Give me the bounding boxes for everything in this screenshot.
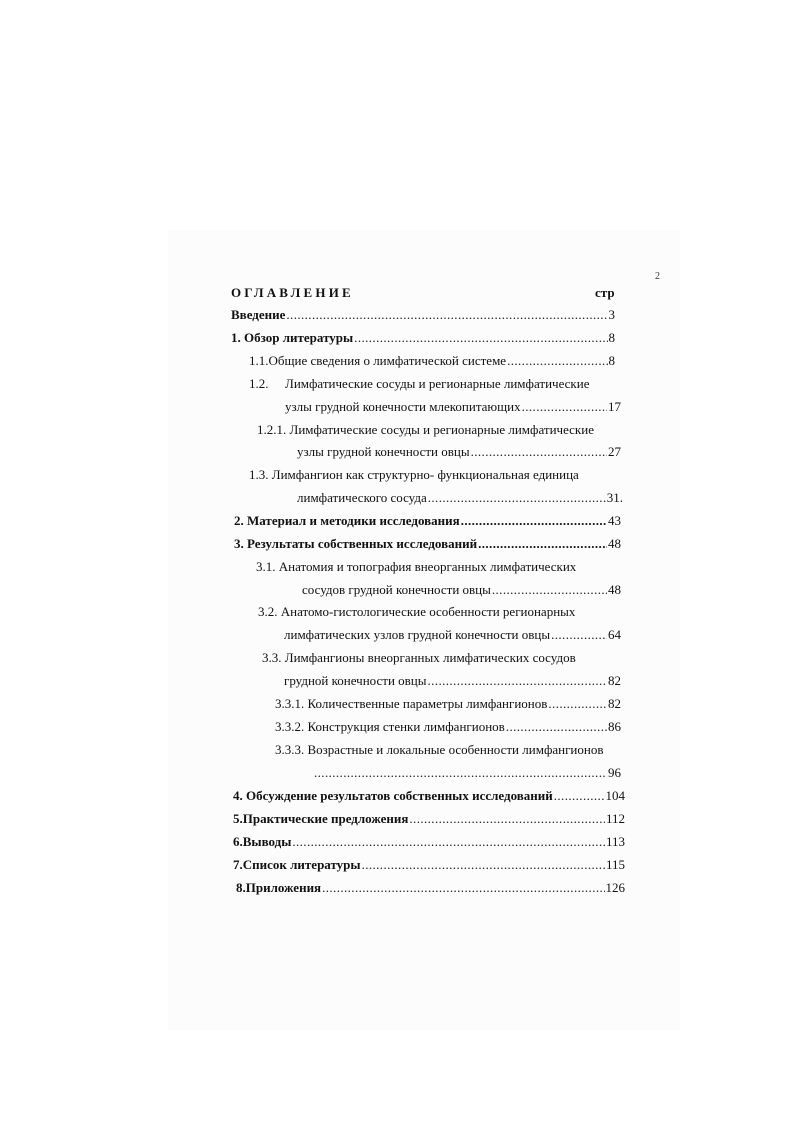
toc-entry-label: 7.Список литературы [233, 857, 361, 872]
toc-entry-label: 3.3.3. Возрастные и локальные особенности лимфангионов [275, 742, 604, 757]
toc-entry-3-3-2 [275, 719, 621, 737]
toc-leader [492, 582, 607, 598]
toc-entry-3-2 [284, 627, 621, 645]
toc-leader [286, 307, 607, 323]
toc-entry-page: 115 [605, 857, 625, 872]
toc-entry-page: 8 [608, 330, 615, 345]
toc-entry-page: 112 [605, 811, 625, 826]
toc-pages-header: стр [595, 285, 615, 300]
toc-entry-number: 1.1. [249, 353, 269, 368]
toc-leader [478, 536, 607, 552]
toc-entry-label: 4. Обсуждение результатов собственных исследований [233, 788, 553, 803]
toc-entry-label: лимфатического сосуда [297, 490, 427, 505]
toc-leader [522, 399, 607, 415]
toc-entry-label: 5.Практические предложения [233, 811, 409, 826]
toc-entry-page: 43 [608, 513, 621, 528]
toc-leader [362, 857, 605, 873]
toc-entry-number: 1.2. [249, 376, 269, 391]
toc-entry-3-3 [284, 673, 621, 691]
page-number: 2 [655, 271, 660, 282]
toc-entry-3-3-line1 [262, 650, 576, 668]
toc-entry-page: 27 [608, 444, 621, 459]
toc-entry-1-2-line1 [249, 376, 589, 394]
toc-entry-label: 2. Материал и методики исследования [234, 513, 460, 528]
toc-entry-label: 1.3. Лимфангион как структурно- функциональная единица [249, 467, 579, 482]
toc-entry-3-3-3 [314, 765, 621, 783]
toc-entry-1-2-1 [297, 444, 621, 462]
toc-entry-label: 3. Результаты собственных исследований [234, 536, 478, 551]
toc-entry-1-3 [297, 490, 623, 508]
toc-entry-label: грудной конечности овцы [284, 673, 427, 688]
toc-entry-3 [234, 536, 621, 554]
toc-entry-3-3-3-line1 [275, 742, 603, 760]
toc-entry-6 [233, 834, 625, 852]
toc-entry-3-2-line1 [258, 604, 575, 622]
toc-entry-5 [233, 811, 625, 829]
toc-entry-label: сосудов грудной конечности овцы [302, 582, 491, 597]
toc-entry-page: 82 [608, 696, 621, 711]
toc-entry-page: 48 [608, 582, 621, 597]
toc-entry-label: лимфатических узлов грудной конечности овцы [284, 627, 551, 642]
toc-leader [428, 490, 606, 506]
toc-leader [322, 880, 604, 896]
toc-entry-label: Лимфатические сосуды и регионарные лимфатические [285, 376, 590, 391]
toc-entry-label: 1. Обзор литературы [231, 330, 354, 345]
toc-entry-1-3-line1 [249, 467, 579, 485]
toc-entry-label: узлы грудной конечности овцы [297, 444, 470, 459]
toc-entry-label: Введение [231, 307, 286, 322]
toc-entry-2 [234, 513, 621, 531]
toc-leader [548, 696, 607, 712]
toc-entry-page: 82 [608, 673, 621, 688]
toc-entry-label: 3.3.1. Количественные параметры лимфангионов [275, 696, 548, 711]
toc-entry-label: узлы грудной конечности млекопитающих [285, 399, 521, 414]
toc-entry-3-3-1 [275, 696, 621, 714]
toc-entry-page: 113 [605, 834, 625, 849]
toc-entry-page: 96 [608, 765, 621, 780]
toc-entry-label: 3.2. Анатомо-гистологические особенности регионарных [258, 604, 576, 619]
toc-entry-page: 48 [608, 536, 621, 551]
toc-leader [428, 673, 608, 689]
toc-entry-page: 86 [608, 719, 621, 734]
toc-entry-page: 126 [605, 880, 625, 895]
toc-entry-label: 8.Приложения [236, 880, 322, 895]
toc-entry-1-2 [285, 399, 621, 417]
toc-title: ОГЛАВЛЕНИЕ [231, 285, 354, 300]
toc-leader [471, 444, 607, 460]
toc-entry-7 [233, 857, 625, 875]
toc-entry-label: Общие сведения о лимфатической системе [268, 353, 507, 368]
toc-leader [409, 811, 605, 827]
toc-entry-page: 3 [608, 307, 615, 322]
toc-leader [354, 330, 607, 346]
toc-entry-8 [236, 880, 625, 898]
toc-entry-3-1 [302, 582, 621, 600]
toc-leader [551, 627, 607, 643]
toc-leader [507, 353, 607, 369]
toc-entry-label: 6.Выводы [233, 834, 292, 849]
toc-entry-page: 31. [606, 490, 623, 505]
toc-entry-1-2-1-line1 [257, 422, 594, 440]
toc-leader [292, 834, 605, 850]
toc-entry-1 [231, 330, 615, 348]
toc-entry-intro [231, 307, 615, 325]
toc-leader [506, 719, 607, 735]
toc-leader [554, 788, 605, 804]
toc-leader [461, 513, 607, 529]
toc-entry-label: 1.2.1. Лимфатические сосуды и регионарные лимфатические [257, 422, 594, 437]
toc-entry-page: 8 [608, 353, 615, 368]
toc-entry-label: 3.3. Лимфангионы внеорганных лимфатических сосудов [262, 650, 576, 665]
toc-entry-page: 104 [605, 788, 625, 803]
toc-entry-label: 3.3.2. Конструкция стенки лимфангионов [275, 719, 505, 734]
toc-leader [314, 765, 607, 781]
toc-entry-4 [233, 788, 625, 806]
toc-entry-3-1-line1 [256, 559, 576, 577]
toc-entry-label: 3.1. Анатомия и топография внеорганных лимфатических [256, 559, 577, 574]
toc-entry-page: 64 [608, 627, 621, 642]
toc-entry-1-1 [249, 353, 615, 371]
toc-entry-page: 17 [608, 399, 621, 414]
